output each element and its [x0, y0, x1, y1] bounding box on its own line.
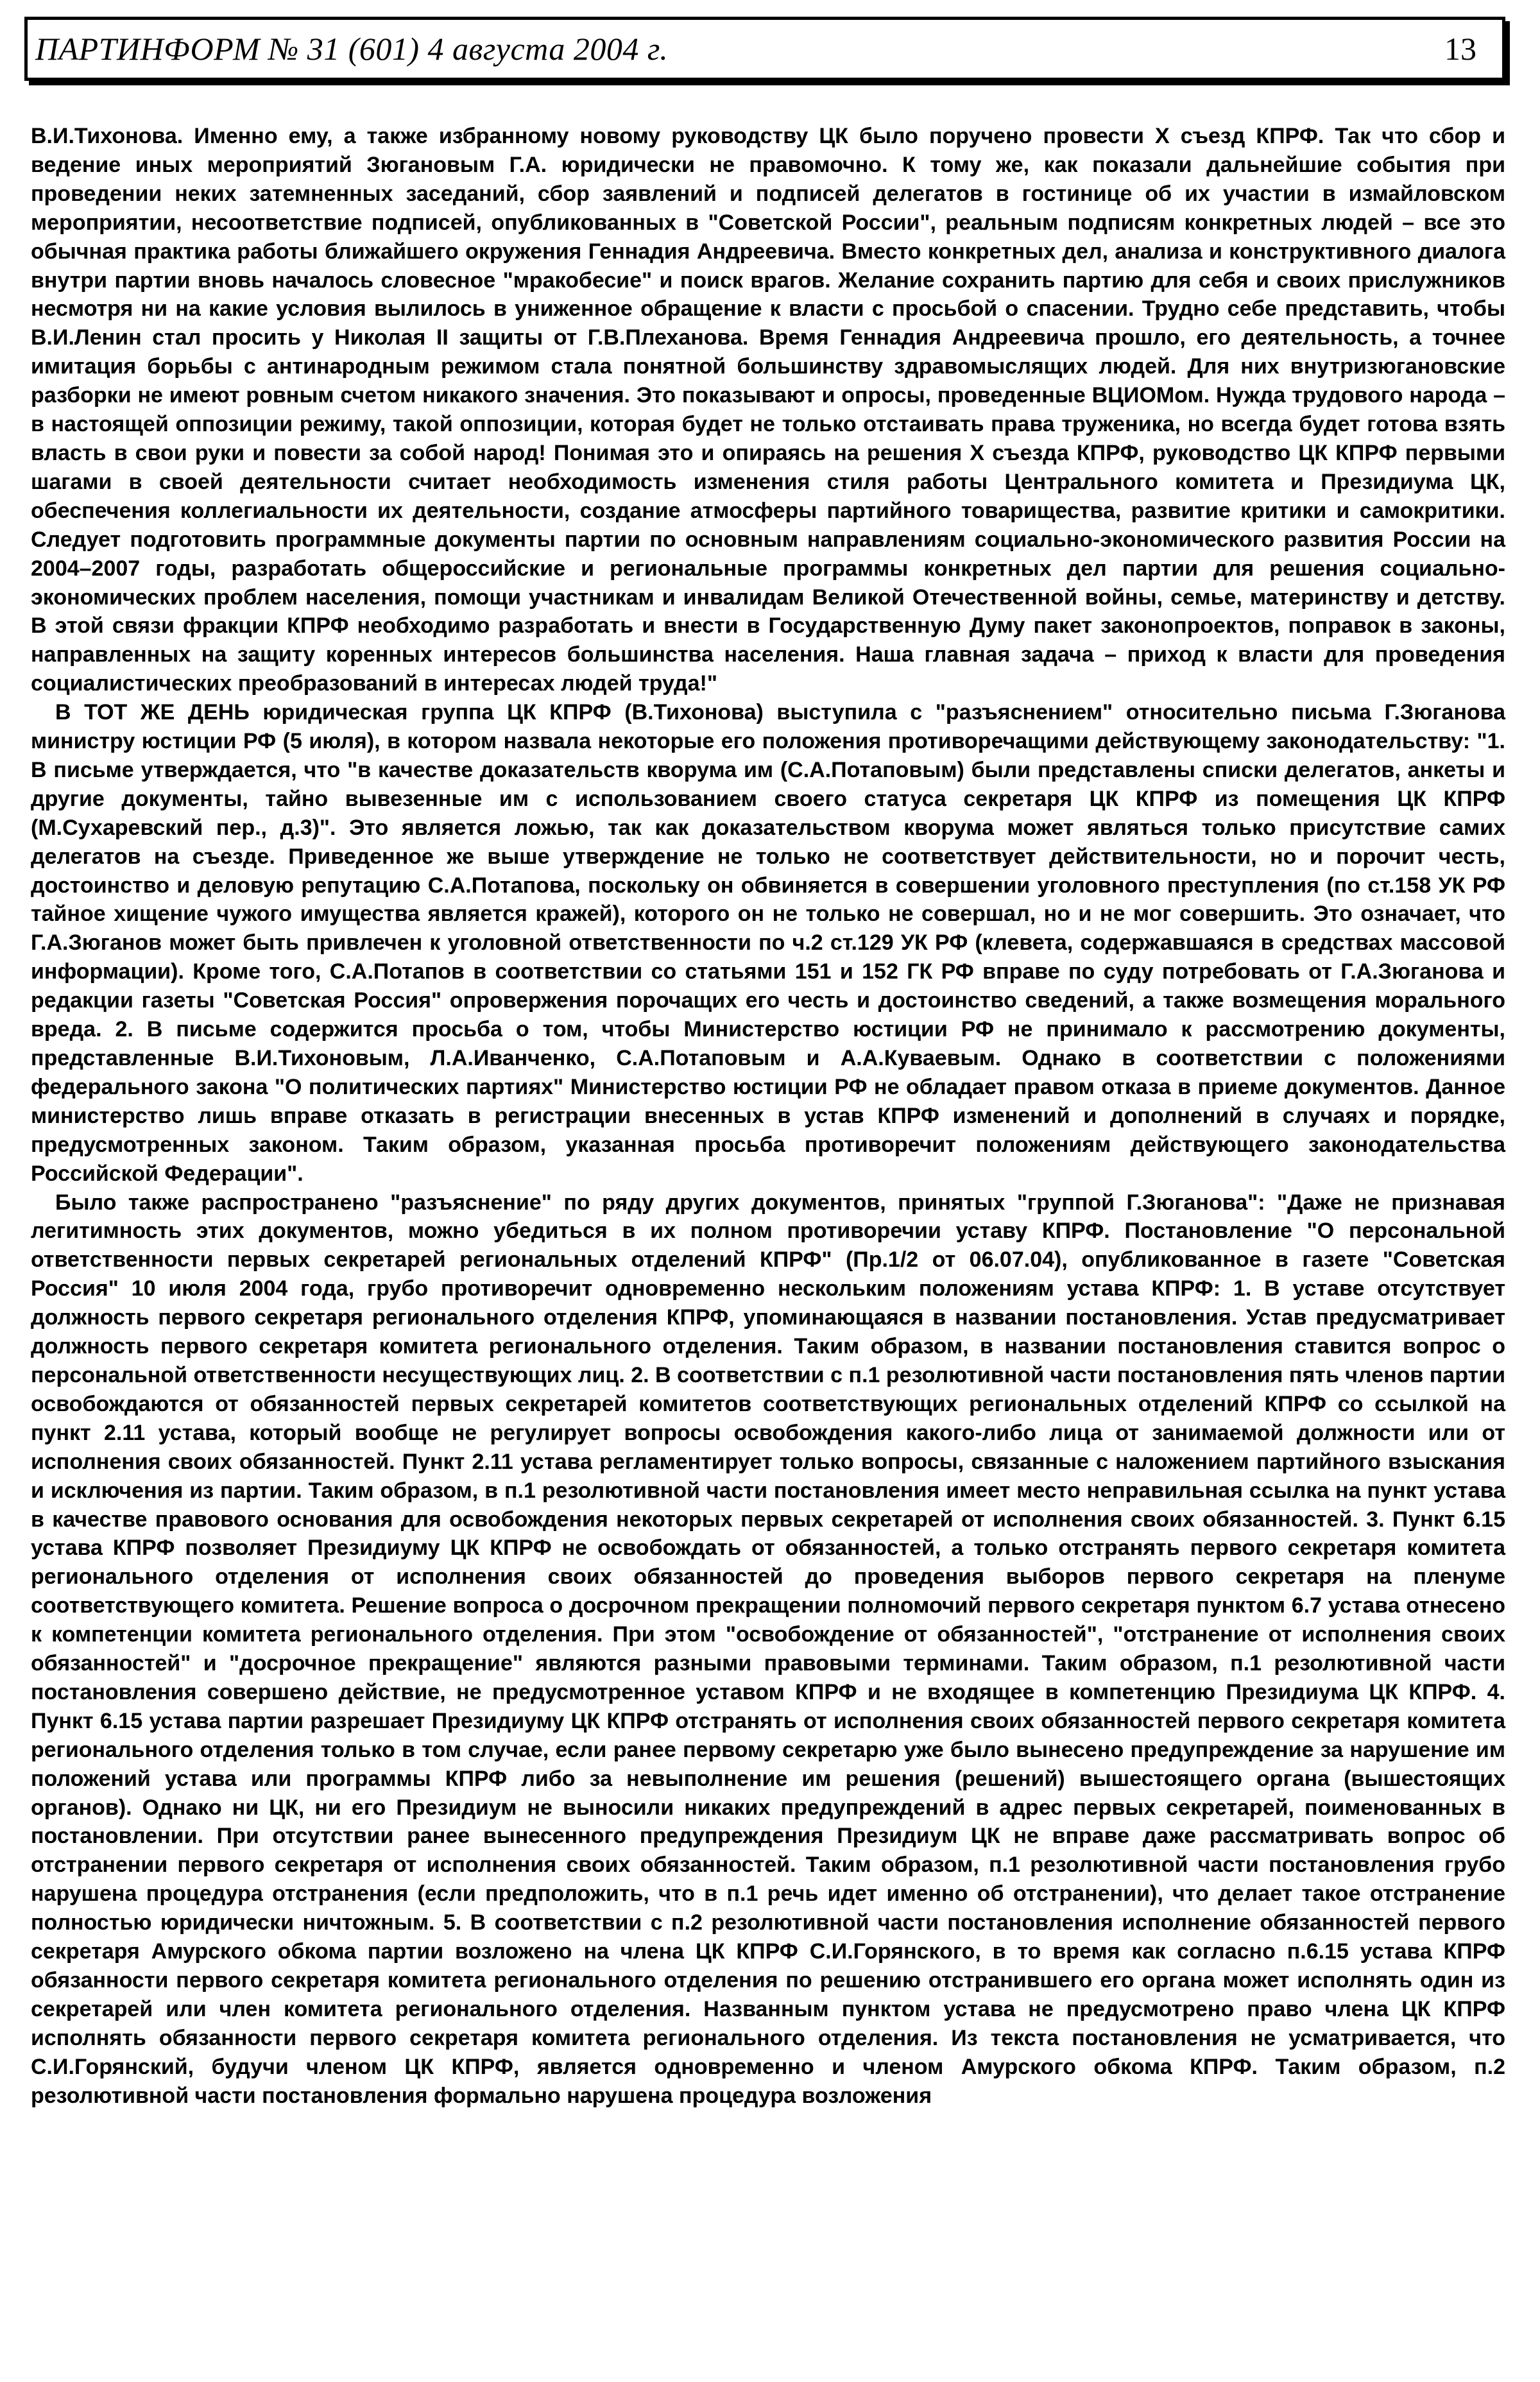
paragraph-clarification: Было также распространено "разъяснение" по ряду других документов, принятых "группой Г.Зюганова": "Даже не признавая легитимность этих документов, можно убедиться в их полном противоречии уставу КПРФ. Постановление "О персональной ответственности первых секретарей региональных отделений КПРФ" (Пр.1/2 от 06.07.04), опубликованное в газете "Советская Россия" 10 июля 2004 года, грубо противоречит одновременно нескольким положениям устава КПРФ: 1. В уставе отсутствует должность первого секретаря регионального отделения КПРФ, упоминающаяся в названии постановления. Устав предусматривает должность первого секретаря комитета регионального отделения. Таким образом, в названии постановления ставится вопрос о персональной ответственности несуществующих лиц. 2. В соответствии с п.1 резолютивной части постановления пять членов партии освобождаются от обязанностей первых секретарей комитетов соответствующих региональных отделений КПРФ со ссылкой на пункт 2.11 устава, который вообще не регулирует вопросы освобождения какого-либо лица от занимаемой должности или от исполнения своих обязанностей. Пункт 2.11 устава регламентирует только вопросы, связанные с наложением партийного взыскания и исключения из партии. Таким образом, в п.1 резолютивной части постановления имеет место неправильная ссылка на пункт устава в качестве правового основания для освобождения некоторых первых секретарей от исполнения своих обязанностей. 3. Пункт 6.15 устава КПРФ позволяет Президиуму ЦК КПРФ не освобождать от обязанностей, а только отстранять первого секретаря комитета регионального отделения от исполнения своих обязанностей до проведения выборов первого секретаря на пленуме соответствующего комитета. Решение вопроса о досрочном прекращении полномочий первого секретаря пунктом 6.7 устава отнесено к компетенции комитета регионального отделения. При этом "освобождение от обязанностей", "отстранение от исполнения своих обязанностей" и "досрочное прекращение" являются разными правовыми терминами. Таким образом, п.1 резолютивной части постановления совершено действие, не предусмотренное уставом КПРФ и не входящее в компетенцию Президиума ЦК КПРФ. 4. Пункт 6.15 устава партии разрешает Президиуму ЦК КПРФ отстранять от исполнения своих обязанностей первого секретаря комитета регионального отделения только в том случае, если ранее первому секретарю уже было вынесено предупреждение за нарушение им положений устава или программы КПРФ либо за невыполнение им решения (решений) вышестоящего органа (вышестоящих органов). Однако ни ЦК, ни его Президиум не выносили никаких предупреждений в адрес первых секретарей, поименованных в постановлении. При отсутствии ранее вынесенного предупреждения Президиум ЦК не вправе даже рассматривать вопрос об отстранении первого секретаря от исполнения своих обязанностей. Таким образом, п.1 резолютивной части постановления грубо нарушена процедура отстранения (если предположить, что в п.1 речь идет именно об отстранении), что делает такое отстранение полностью юридически ничтожным. 5. В соответствии с п.2 резолютивной части постановления исполнение обязанностей первого секретаря Амурского обкома партии возложено на члена ЦК КПРФ С.И.Горянского, в то время как согласно п.6.15 устава КПРФ обязанности первого секретаря комитета регионального отделения по решению отстранившего его органа может исполнять один из секретарей или член комитета регионального отделения. Названным пунктом устава не предусмотрено право члена ЦК КПРФ исполнять обязанности первого секретаря комитета регионального отделения. Из текста постановления не усматривается, что С.И.Горянский, будучи членом ЦК КПРФ, является одновременно и членом Амурского обкома КПРФ. Таким образом, п.2 резолютивной части постановления формально нарушена процедура возложения — [31, 1190, 1505, 2108]
article-body — [31, 122, 1505, 2111]
paragraph-continued: В.И.Тихонова. Именно ему, а также избранному новому руководству ЦК было поручено провести X съезд КПРФ. Так что сбор и ведение иных мероприятий Зюгановым Г.А. юридически не правомочно. К тому же, как показали дальнейшие события при проведении неких затемненных заседаний, сбор заявлений и подписей делегатов в гостинице об их участии в измайловском мероприятии, несоответствие подписей, опубликованных в "Советской России", реальным подписям конкретных людей – все это обычная практика работы ближайшего окружения Геннадия Андреевича. Вместо конкретных дел, анализа и конструктивного диалога внутри партии вновь началось словесное "мракобесие" и поиск врагов. Желание сохранить партию для себя и своих прислужников несмотря ни на какие условия вылилось в униженное обращение к власти с просьбой о спасении. Трудно себе представить, чтобы В.И.Ленин стал просить у Николая II защиты от Г.В.Плеханова. Время Геннадия Андреевича прошло, его деятельность, а точнее имитация борьбы с антинародным режимом стала понятной большинству здравомыслящих людей. Для них внутризюгановские разборки не имеют ровным счетом никакого значения. Это показывают и опросы, проведенные ВЦИОМом. Нужда трудового народа – в настоящей оппозиции режиму, такой оппозиции, которая будет не только отстаивать права труженика, но всегда будет готова взять власть в свои руки и повести за собой народ! Понимая это и опираясь на решения X съезда КПРФ, руководство ЦК КПРФ первыми шагами в своей деятельности считает необходимость изменения стиля работы Центрального комитета и Президиума ЦК, обеспечения коллегиальности их деятельности, создание атмосферы партийного товарищества, развитие критики и самокритики. Следует подготовить программные документы партии по основным направлениям социально-экономического развития России на 2004–2007 годы, разработать общероссийские и региональные программы конкретных дел партии для решения социально-экономических проблем населения, помощи участникам и инвалидам Великой Отечественной войны, семье, материнству и детству. В этой связи фракции КПРФ необходимо разработать и внести в Государственную Думу пакет законопроектов, поправок в законы, направленных на защиту коренных интересов большинства населения. Наша главная задача – приход к власти для проведения социалистических преобразований в интересах людей труда!" — [31, 124, 1505, 696]
page-number: 13 — [1444, 31, 1476, 67]
paragraph-legal-group: В ТОТ ЖЕ ДЕНЬ юридическая группа ЦК КПРФ (В.Тихонова) выступила с "разъяснением" относительно письма Г.Зюганова министру юстиции РФ (5 июля), в котором назвала некоторые его положения противоречащими действующему законодательству: "1. В письме утверждается, что "в качестве доказательств кворума им (С.А.Потаповым) были представлены списки делегатов, анкеты и другие документы, тайно вывезенные им с использованием своего статуса секретаря ЦК КПРФ из помещения ЦК КПРФ (М.Сухаревский пер., д.3)". Это является ложью, так как доказательством кворума может являться только присутствие самих делегатов на съезде. Приведенное же выше утверждение не только не соответствует действительности, но и порочит честь, достоинство и деловую репутацию С.А.Потапова, поскольку он обвиняется в совершении уголовного преступления (по ст.158 УК РФ тайное хищение чужого имущества является кражей), которого он не только не совершал, но и не мог совершить. Это означает, что Г.А.Зюганов может быть привлечен к уголовной ответственности по ч.2 ст.129 УК РФ (клевета, содержавшаяся в средствах массовой информации). Кроме того, С.А.Потапов в соответствии со статьями 151 и 152 ГК РФ вправе по суду потребовать от Г.А.Зюганова и редакции газеты "Советская Россия" опровержения порочащих его честь и достоинство сведений, а также возмещения морального вреда. 2. В письме содержится просьба о том, чтобы Министерство юстиции РФ не принимало к рассмотрению документы, представленные В.И.Тихоновым, Л.А.Иванченко, С.А.Потаповым и А.А.Куваевым. Однако в соответствии с положениями федерального закона "О политических партиях" Министерство юстиции РФ не обладает правом отказа в приеме документов. Данное министерство лишь вправе отказать в регистрации внесенных в устав КПРФ изменений и дополнений в случаях и порядке, предусмотренных законом. Таким образом, указанная просьба противоречит положениям действующего законодательства Российской Федерации". — [31, 700, 1505, 1186]
publication-title: ПАРТИНФОРМ № 31 (601) 4 августа 2004 г. — [35, 31, 669, 67]
page-header — [24, 17, 1505, 81]
